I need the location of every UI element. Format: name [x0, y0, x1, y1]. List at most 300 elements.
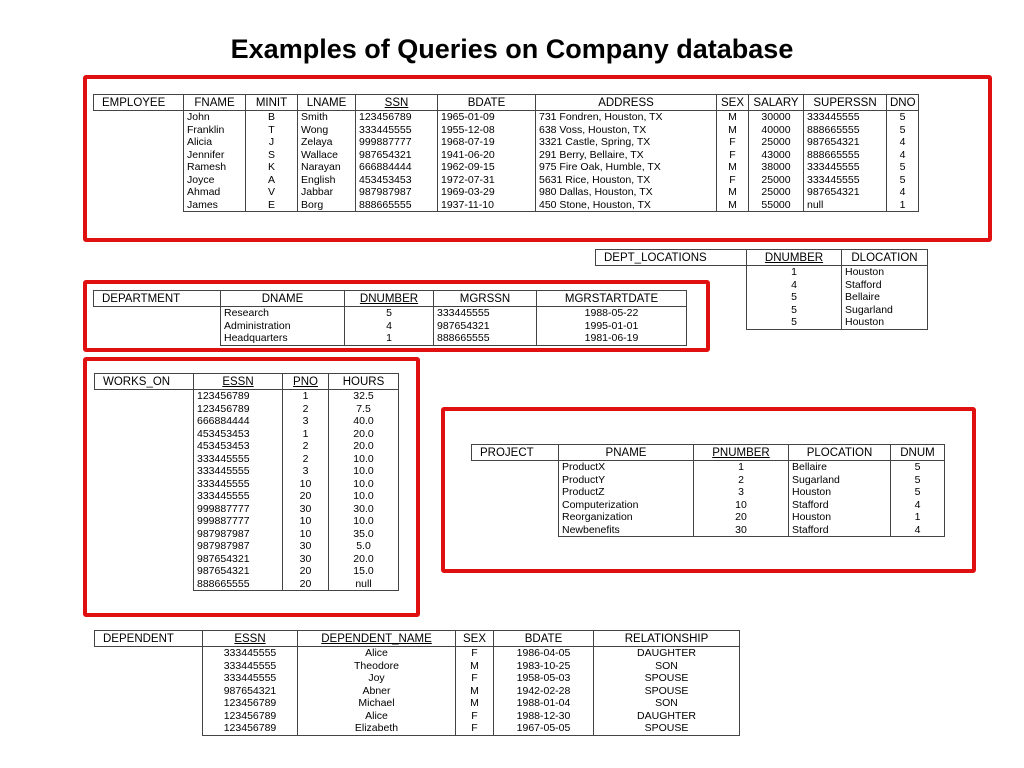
spacer-cell [95, 697, 203, 710]
spacer-cell [94, 199, 184, 212]
table-cell: ProductX [559, 461, 694, 474]
table-row [472, 524, 945, 537]
table-cell: 333445555 [804, 111, 887, 124]
table-row [472, 461, 945, 474]
table-cell: M [717, 161, 749, 174]
column-header: SEX [717, 95, 749, 111]
column-header: MGRSTARTDATE [537, 291, 687, 307]
table-cell: 731 Fondren, Houston, TX [536, 111, 717, 124]
table-cell: 1 [694, 461, 789, 474]
table-row [95, 685, 740, 698]
table-cell: 2 [283, 440, 329, 453]
table-cell: 888665555 [804, 124, 887, 137]
table-cell: Sugarland [789, 474, 891, 487]
table-cell: 20.0 [329, 428, 399, 441]
column-header: SALARY [749, 95, 804, 111]
spacer-cell [95, 553, 194, 566]
relation-name: DEPENDENT [95, 631, 203, 647]
table-header-row [596, 250, 928, 266]
table-cell: 987987987 [356, 186, 438, 199]
table-cell: 333445555 [434, 307, 537, 320]
table-cell: 5 [887, 161, 919, 174]
table-cell: Ahmad [184, 186, 246, 199]
table-row [95, 390, 399, 403]
spacer-cell [95, 672, 203, 685]
table-cell: 5 [891, 486, 945, 499]
table-row [95, 428, 399, 441]
column-header: ESSN [194, 374, 283, 390]
works-on-table [94, 373, 399, 591]
table-cell: 15.0 [329, 565, 399, 578]
table-cell: 5 [747, 316, 842, 329]
table-cell: A [246, 174, 298, 187]
table-cell: 1967-05-05 [494, 722, 594, 735]
table-cell: 453453453 [356, 174, 438, 187]
table-cell: Narayan [298, 161, 356, 174]
column-header: DNUMBER [747, 250, 842, 266]
table-cell: 40.0 [329, 415, 399, 428]
table-cell: 975 Fire Oak, Humble, TX [536, 161, 717, 174]
table-cell: 40000 [749, 124, 804, 137]
spacer-cell [94, 124, 184, 137]
table-cell: 450 Stone, Houston, TX [536, 199, 717, 212]
table-row [95, 465, 399, 478]
table-cell: 987654321 [804, 136, 887, 149]
spacer-cell [95, 390, 194, 403]
table-cell: Houston [842, 266, 928, 279]
table-header-row [94, 95, 919, 111]
table-row [95, 515, 399, 528]
spacer-cell [95, 528, 194, 541]
table-cell: 333445555 [194, 490, 283, 503]
table-cell: Alicia [184, 136, 246, 149]
table-row [94, 174, 919, 187]
spacer-cell [472, 486, 559, 499]
table-cell: 1 [747, 266, 842, 279]
table-cell: F [717, 174, 749, 187]
spacer-cell [94, 136, 184, 149]
table-cell: 38000 [749, 161, 804, 174]
column-header: PNUMBER [694, 445, 789, 461]
table-cell: ProductY [559, 474, 694, 487]
spacer-cell [95, 722, 203, 735]
spacer-cell [95, 685, 203, 698]
table-cell: M [456, 660, 494, 673]
table-cell: F [456, 672, 494, 685]
table-row [94, 136, 919, 149]
table-cell: V [246, 186, 298, 199]
page-title: Examples of Queries on Company database [230, 34, 794, 64]
table-row [94, 161, 919, 174]
column-header: MGRSSN [434, 291, 537, 307]
table-cell: 7.5 [329, 403, 399, 416]
table-cell: 3 [694, 486, 789, 499]
table-cell: 1941-06-20 [438, 149, 536, 162]
table-row [94, 332, 687, 345]
spacer-cell [95, 490, 194, 503]
table-cell: 1955-12-08 [438, 124, 536, 137]
table-cell: 1988-01-04 [494, 697, 594, 710]
table-cell: 5 [891, 461, 945, 474]
table-cell: 1937-11-10 [438, 199, 536, 212]
table-cell: 10.0 [329, 515, 399, 528]
table-cell: 30 [694, 524, 789, 537]
table-cell: 10.0 [329, 453, 399, 466]
spacer-cell [95, 660, 203, 673]
table-cell: 5631 Rice, Houston, TX [536, 174, 717, 187]
table-cell: 5 [891, 474, 945, 487]
table-cell: Alice [298, 647, 456, 660]
table-cell: Wong [298, 124, 356, 137]
relation-name: DEPT_LOCATIONS [596, 250, 747, 266]
table-row [95, 440, 399, 453]
column-header: DNUM [891, 445, 945, 461]
table-cell: 987654321 [194, 565, 283, 578]
table-cell: null [804, 199, 887, 212]
table-row [94, 149, 919, 162]
table-cell: B [246, 111, 298, 124]
table-cell: 10 [283, 528, 329, 541]
table-cell: 4 [887, 186, 919, 199]
table-cell: Newbenefits [559, 524, 694, 537]
table-cell: Houston [842, 316, 928, 329]
table-cell: K [246, 161, 298, 174]
table-row [472, 499, 945, 512]
table-cell: 1969-03-29 [438, 186, 536, 199]
table-cell: Theodore [298, 660, 456, 673]
table-cell: Joy [298, 672, 456, 685]
table-cell: 1 [891, 511, 945, 524]
table-cell: 20 [283, 490, 329, 503]
project-table [471, 444, 945, 537]
relation-name: WORKS_ON [95, 374, 194, 390]
spacer-cell [94, 186, 184, 199]
spacer-cell [95, 453, 194, 466]
relation-name: DEPARTMENT [94, 291, 221, 307]
table-cell: 987654321 [203, 685, 298, 698]
table-cell: 1988-12-30 [494, 710, 594, 723]
table-header-row [472, 445, 945, 461]
table-cell: James [184, 199, 246, 212]
table-cell: 888665555 [804, 149, 887, 162]
table-cell: SON [594, 660, 740, 673]
table-row [95, 722, 740, 735]
table-cell: 20 [283, 578, 329, 591]
table-cell: Reorganization [559, 511, 694, 524]
table-cell: 2 [283, 403, 329, 416]
table-row [95, 528, 399, 541]
table-cell: Sugarland [842, 304, 928, 317]
table-cell: 4 [887, 136, 919, 149]
table-cell: M [717, 199, 749, 212]
table-cell: 5 [887, 111, 919, 124]
spacer-cell [95, 647, 203, 660]
column-header: DNO [887, 95, 919, 111]
table-cell: 123456789 [194, 390, 283, 403]
table-cell: E [246, 199, 298, 212]
table-cell: John [184, 111, 246, 124]
table-cell: 30000 [749, 111, 804, 124]
table-row [472, 511, 945, 524]
spacer-cell [95, 710, 203, 723]
column-header: HOURS [329, 374, 399, 390]
table-cell: 1965-01-09 [438, 111, 536, 124]
table-cell: 123456789 [203, 697, 298, 710]
table-cell: 25000 [749, 136, 804, 149]
column-header: PLOCATION [789, 445, 891, 461]
table-cell: 1983-10-25 [494, 660, 594, 673]
table-cell: 10 [694, 499, 789, 512]
table-cell: 3 [283, 415, 329, 428]
table-cell: M [456, 685, 494, 698]
table-cell: 4 [891, 499, 945, 512]
table-row [596, 266, 928, 279]
table-cell: 333445555 [203, 672, 298, 685]
table-cell: 123456789 [203, 722, 298, 735]
table-cell: 25000 [749, 186, 804, 199]
table-cell: Research [221, 307, 345, 320]
relation-name: EMPLOYEE [94, 95, 184, 111]
table-cell: 123456789 [203, 710, 298, 723]
table-cell: 333445555 [203, 647, 298, 660]
table-cell: 987654321 [434, 320, 537, 333]
table-cell: 999887777 [356, 136, 438, 149]
spacer-cell [94, 149, 184, 162]
table-cell: Wallace [298, 149, 356, 162]
table-cell: 1 [283, 428, 329, 441]
table-cell: Houston [789, 486, 891, 499]
table-cell: Zelaya [298, 136, 356, 149]
table-row [94, 111, 919, 124]
spacer-cell [95, 403, 194, 416]
table-cell: 333445555 [194, 478, 283, 491]
table-cell: S [246, 149, 298, 162]
spacer-cell [472, 511, 559, 524]
table-cell: F [717, 136, 749, 149]
table-cell: SPOUSE [594, 685, 740, 698]
table-cell: English [298, 174, 356, 187]
table-cell: 453453453 [194, 440, 283, 453]
table-cell: 32.5 [329, 390, 399, 403]
table-row [94, 186, 919, 199]
table-cell: 1988-05-22 [537, 307, 687, 320]
column-header: BDATE [438, 95, 536, 111]
table-cell: 43000 [749, 149, 804, 162]
spacer-cell [94, 174, 184, 187]
spacer-cell [472, 524, 559, 537]
table-cell: 333445555 [203, 660, 298, 673]
column-header: SUPERSSN [804, 95, 887, 111]
table-cell: 30 [283, 503, 329, 516]
table-header-row [95, 631, 740, 647]
spacer-cell [95, 515, 194, 528]
table-cell: 1962-09-15 [438, 161, 536, 174]
table-cell: 987987987 [194, 540, 283, 553]
table-cell: Stafford [842, 279, 928, 292]
table-cell: 5 [887, 124, 919, 137]
table-cell: Jabbar [298, 186, 356, 199]
table-row [95, 578, 399, 591]
column-header: SEX [456, 631, 494, 647]
table-cell: Smith [298, 111, 356, 124]
table-cell: 1986-04-05 [494, 647, 594, 660]
column-header: DNUMBER [345, 291, 434, 307]
table-cell: 987654321 [804, 186, 887, 199]
column-header: LNAME [298, 95, 356, 111]
table-cell: 1995-01-01 [537, 320, 687, 333]
table-cell: 888665555 [434, 332, 537, 345]
table-cell: 1981-06-19 [537, 332, 687, 345]
spacer-cell [95, 540, 194, 553]
spacer-cell [95, 478, 194, 491]
spacer-cell [94, 111, 184, 124]
spacer-cell [94, 320, 221, 333]
table-cell: 4 [891, 524, 945, 537]
table-cell: 1958-05-03 [494, 672, 594, 685]
table-row [95, 540, 399, 553]
table-cell: 3321 Castle, Spring, TX [536, 136, 717, 149]
spacer-cell [596, 266, 747, 279]
table-row [95, 647, 740, 660]
table-cell: 333445555 [356, 124, 438, 137]
table-cell: 10.0 [329, 465, 399, 478]
table-cell: Borg [298, 199, 356, 212]
table-header-row [95, 374, 399, 390]
table-cell: 987654321 [194, 553, 283, 566]
table-cell: 5 [747, 304, 842, 317]
table-cell: 1942-02-28 [494, 685, 594, 698]
table-cell: 5 [345, 307, 434, 320]
table-row [94, 124, 919, 137]
table-row [95, 403, 399, 416]
table-cell: 123456789 [194, 403, 283, 416]
table-cell: 4 [887, 149, 919, 162]
table-cell: F [456, 722, 494, 735]
table-cell: 5 [887, 174, 919, 187]
table-cell: 1 [283, 390, 329, 403]
table-cell: 1 [345, 332, 434, 345]
spacer-cell [94, 307, 221, 320]
table-cell: Stafford [789, 499, 891, 512]
table-cell: 55000 [749, 199, 804, 212]
table-row [94, 307, 687, 320]
table-cell: 10 [283, 515, 329, 528]
table-cell: 2 [283, 453, 329, 466]
table-row [95, 453, 399, 466]
spacer-cell [95, 440, 194, 453]
spacer-cell [472, 461, 559, 474]
column-header: DNAME [221, 291, 345, 307]
table-row [95, 660, 740, 673]
spacer-cell [94, 332, 221, 345]
table-row [95, 415, 399, 428]
table-cell: Joyce [184, 174, 246, 187]
spacer-cell [95, 565, 194, 578]
table-cell: 666884444 [194, 415, 283, 428]
table-cell: 20.0 [329, 440, 399, 453]
table-cell: Headquarters [221, 332, 345, 345]
table-cell: F [717, 149, 749, 162]
table-cell: Computerization [559, 499, 694, 512]
spacer-cell [95, 578, 194, 591]
table-cell: ProductZ [559, 486, 694, 499]
table-row [95, 672, 740, 685]
department-table [93, 290, 687, 346]
table-cell: 1968-07-19 [438, 136, 536, 149]
table-cell: Ramesh [184, 161, 246, 174]
table-row [95, 565, 399, 578]
table-cell: Jennifer [184, 149, 246, 162]
column-header: SSN [356, 95, 438, 111]
column-header: ADDRESS [536, 95, 717, 111]
column-header: RELATIONSHIP [594, 631, 740, 647]
table-cell: 999887777 [194, 503, 283, 516]
table-cell: SPOUSE [594, 722, 740, 735]
employee-table [93, 94, 919, 212]
table-cell: 5.0 [329, 540, 399, 553]
table-row [95, 478, 399, 491]
table-cell: 333445555 [194, 465, 283, 478]
table-cell: 30 [283, 540, 329, 553]
table-cell: 453453453 [194, 428, 283, 441]
table-cell: T [246, 124, 298, 137]
table-cell: Alice [298, 710, 456, 723]
table-cell: Bellaire [789, 461, 891, 474]
table-row [94, 199, 919, 212]
table-cell: Franklin [184, 124, 246, 137]
table-cell: 20.0 [329, 553, 399, 566]
table-row [94, 320, 687, 333]
table-cell: 1972-07-31 [438, 174, 536, 187]
relation-name: PROJECT [472, 445, 559, 461]
table-cell: 10.0 [329, 478, 399, 491]
table-cell: 999887777 [194, 515, 283, 528]
table-cell: J [246, 136, 298, 149]
table-cell: 20 [694, 511, 789, 524]
column-header: MINIT [246, 95, 298, 111]
table-row [95, 490, 399, 503]
table-cell: Houston [789, 511, 891, 524]
column-header: PNAME [559, 445, 694, 461]
table-cell: Stafford [789, 524, 891, 537]
column-header: DEPENDENT_NAME [298, 631, 456, 647]
table-cell: 888665555 [194, 578, 283, 591]
table-cell: Elizabeth [298, 722, 456, 735]
table-cell: 987654321 [356, 149, 438, 162]
table-row [95, 710, 740, 723]
table-header-row [94, 291, 687, 307]
table-row [95, 503, 399, 516]
dependent-table [94, 630, 740, 736]
table-cell: 2 [694, 474, 789, 487]
table-cell: M [717, 124, 749, 137]
table-cell: 333445555 [804, 174, 887, 187]
column-header: FNAME [184, 95, 246, 111]
table-cell: 4 [747, 279, 842, 292]
table-cell: 4 [345, 320, 434, 333]
table-cell: DAUGHTER [594, 710, 740, 723]
table-cell: Abner [298, 685, 456, 698]
table-cell: 5 [747, 291, 842, 304]
table-cell: 30 [283, 553, 329, 566]
spacer-cell [472, 499, 559, 512]
spacer-cell [94, 161, 184, 174]
spacer-cell [95, 428, 194, 441]
table-cell: SON [594, 697, 740, 710]
table-cell: 666884444 [356, 161, 438, 174]
table-cell: 980 Dallas, Houston, TX [536, 186, 717, 199]
table-cell: null [329, 578, 399, 591]
